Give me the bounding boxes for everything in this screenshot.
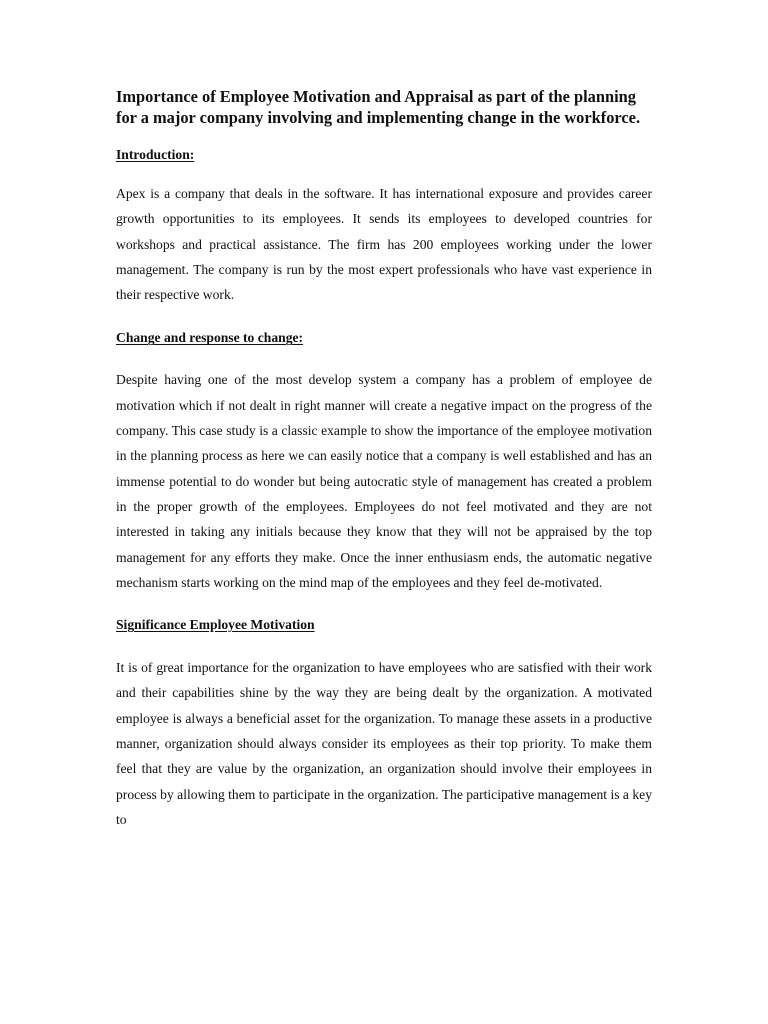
section-body-change: Despite having one of the most develop system a company has a problem of employee de motivation which if not dealt in right manner will create a negative impact on the progress of the company. This case study is a classic example to show the importance of the employee motivation in the planning process as here we can easily notice that a company is well established and has an immense potential to do wonder but being autocratic style of management has created a problem in the proper growth of the employees. Employees do not feel motivated and they are not interested in taking any initials because they know that they will not be appraised by the top management for any efforts they make. Once the inner enthusiasm ends, the automatic negative mechanism starts working on the mind map of the employees and they feel de-motivated.: [116, 372, 652, 590]
section-heading-change: Change and response to change:: [116, 330, 304, 346]
section-body-introduction: Apex is a company that deals in the software. It has international exposure and provides career growth opportunities to its employees. It sends its employees to developed countries for workshops and practical assistance. The firm has 200 employees working under the lower management. The company is run by the most expert professionals who have vast experience in their respective work.: [116, 186, 652, 303]
document-title: Importance of Employee Motivation and Appraisal as part of the planning for a major company involving and implementing change in the workforce.: [116, 87, 641, 127]
section-body-significance: It is of great importance for the organization to have employees who are satisfied with their work and their capabilities shine by the way they are being dealt by the organization. A motivated employee is always a beneficial asset for the organization. To manage these assets in a productive manner, organization should always consider its employees as their top priority. To make them feel that they are value by the organization, an organization should involve their employees in process by allowing them to participate in the organization. The participative management is a key to: [116, 660, 652, 827]
section-heading-significance: Significance Employee Motivation: [116, 617, 315, 633]
section-heading-introduction: Introduction:: [116, 147, 195, 162]
